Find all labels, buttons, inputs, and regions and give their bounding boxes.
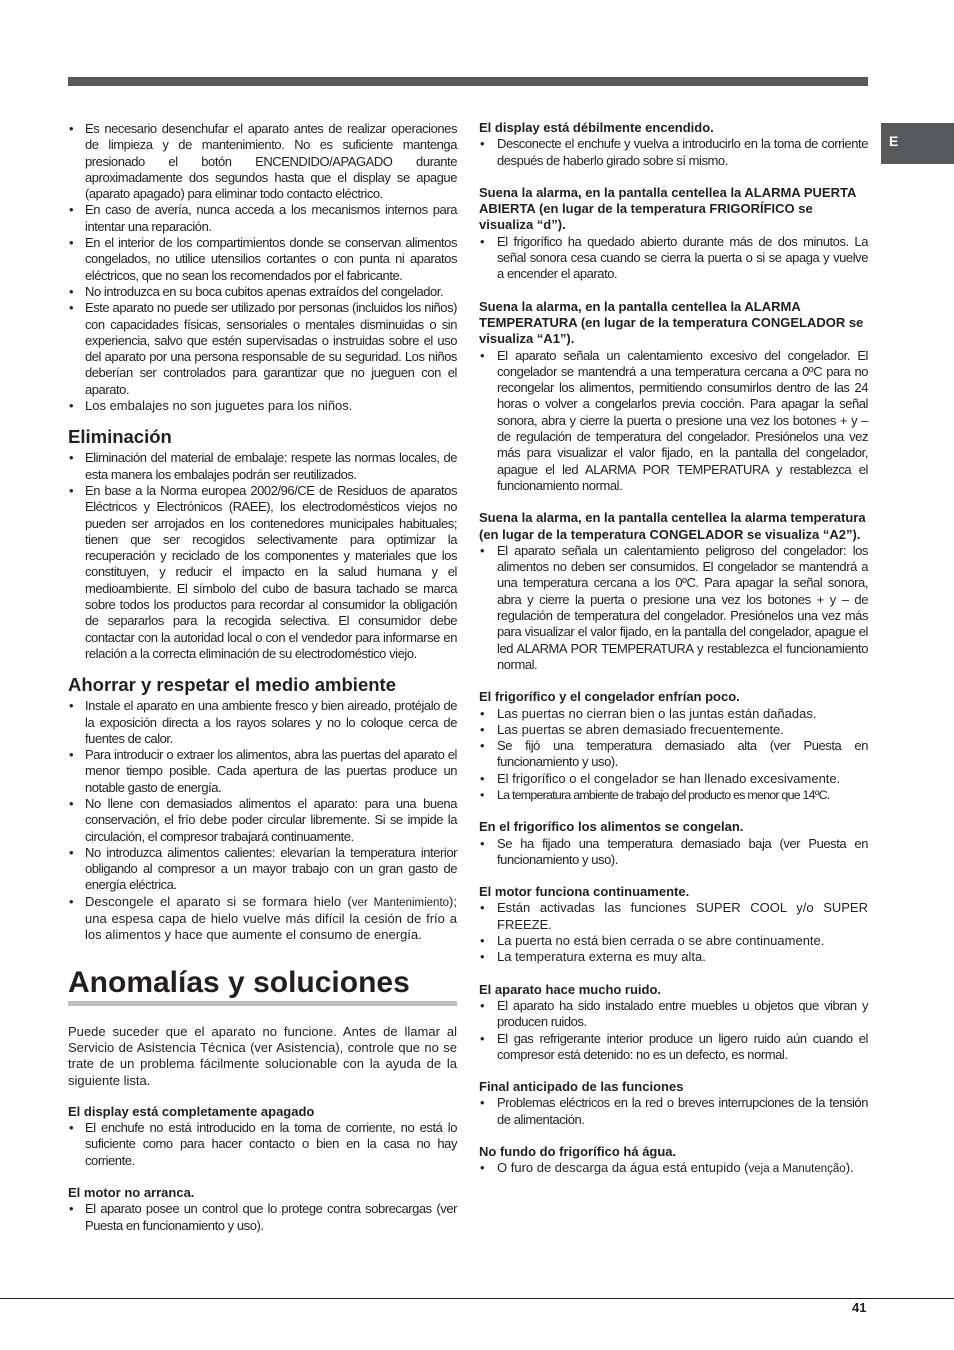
motor-no-start-heading: El motor no arranca. (68, 1185, 195, 1201)
list-item: • Para introducir o extraer los alimentos, abra las puertas del aparato el menor tiempo posible. Cada apertura de las puertas produce un notable gasto de energía. (68, 747, 457, 796)
list-item: • Se ha fijado una temperatura demasiado baja (ver Puesta en funcionamiento y uso). (479, 836, 868, 869)
motor-continuous-list (479, 900, 868, 965)
water-heading: No fundo do frigorífico há água. (479, 1144, 677, 1160)
list-item: • El aparato posee un control que lo protege contra sobrecargas (ver Puesta en funcionamiento y uso). (68, 1201, 457, 1234)
list-item: • En el interior de los compartimientos donde se conservan alimentos congelados, no utilice utensilios cortantes o con punta ni aparatos eléctricos, que no sean los recomendados por el fabricante. (68, 235, 457, 284)
list-item: • Es necesario desenchufar el aparato antes de realizar operaciones de limpieza y de mantenimiento. No es suficiente mantenga presionado el botón ENCENDIDO/APAGADO durante aproximadamente dos segundos hasta que el display se apague (aparato apagado) para eliminar todo contacto eléctrico. (68, 121, 457, 202)
early-end-list (479, 1095, 868, 1128)
list-item: • El aparato señala un calentamiento peligroso del congelador: los alimentos no deben ser consumidos. El congelador se mantendrá a una temperatura cercana a los 0ºC. Para apagar la señal sonora, abra y cierre la puerta o presione una vez los botones + y – de regulación de temperatura del congelador. Presiónelos una vez más para visualizar el valor fijado, en la pantalla del congelador, apague el led ALARMA POR TEMPERATURA y restablezca el funcionamiento normal. (479, 543, 868, 673)
energy-saving-heading: Ahorrar y respetar el medio ambiente (68, 674, 396, 696)
noise-list (479, 998, 868, 1063)
left-column (68, 121, 457, 1234)
section-title: Anomalías y soluciones (68, 966, 457, 1006)
display-off-list (68, 1120, 457, 1169)
elimination-list (68, 450, 457, 662)
list-item: • Están activadas las funciones SUPER COOL y/o SUPER FREEZE. (479, 900, 868, 933)
door-alarm-list (479, 234, 868, 283)
list-item: • Las puertas se abren demasiado frecuentemente. (479, 722, 868, 738)
list-item: • La temperatura ambiente de trabajo del producto es menor que 14ºC. (479, 787, 868, 803)
list-item: • Las puertas no cierran bien o las juntas están dañadas. (479, 706, 868, 722)
section-intro: Puede suceder que el aparato no funcione. Antes de llamar al Servicio de Asistencia Técnica (ver Asistencia), controle que no se trate de un problema fácilmente solucionable con la ayuda de la siguiente lista. (68, 1023, 457, 1088)
list-item: • No introduzca alimentos calientes: elevarían la temperatura interior obligando al compresor a un mayor trabajo con un gran gasto de energía eléctrica. (68, 845, 457, 894)
cooling-weak-heading: El frigorífico y el congelador enfrían poco. (479, 689, 740, 705)
list-item: • El frigorífico o el congelador se han llenado excesivamente. (479, 771, 868, 787)
page-number: 41 (852, 1300, 867, 1315)
list-item: • El aparato señala un calentamiento excesivo del congelador. El congelador se mantendrá a una temperatura cercana a 0ºC para no recongelar los alimentos, permitiendo consumirlos dentro de las 24 horas o volver a congelarlos previa cocción. Para apagar la señal sonora, abra y cierre la puerta o presione una vez los botones + y – de regulación de temperatura del congelador. Presiónelos una vez más para visualizar el valor fijado, en la pantalla del congelador, apague el led ALARMA POR TEMPERATURA y restablezca el funcionamiento normal. (479, 348, 868, 495)
motor-no-start-list (68, 1201, 457, 1234)
list-item: • La temperatura externa es muy alta. (479, 949, 868, 965)
a1-alarm-list (479, 348, 868, 495)
food-freezes-list (479, 836, 868, 869)
energy-saving-list-last (68, 894, 457, 944)
water-list (479, 1160, 868, 1177)
display-off-heading: El display está completamente apagado (68, 1103, 315, 1119)
list-item: • Los embalajes no son juguetes para los niños. (68, 398, 457, 414)
list-item: • En base a la Norma europea 2002/96/CE de Residuos de aparatos Eléctricos y Electrónicos (RAEE), los electrodomésticos viejos no pueden ser arrojados en los contenedores municipales habituales; tienen que ser recogidos selectivamente para optimizar la recuperación y reciclado de los componentes y materiales que los constituyen, y reducir el impacto en la salud humana y el medioambiente. El símbolo del cubo de basura tachado se marca sobre todos los productos para recordar al consumidor la obligación de separarlos para la recogida selectiva. El consumidor debe contactar con la autoridad local o con el vendedor para informarse en relación a la correcta eliminación de su electrodoméstico viejo. (68, 483, 457, 662)
list-item: • Instale el aparato en una ambiente fresco y bien aireado, protéjalo de la exposición directa a los rayos solares y no lo coloque cerca de fuentes de calor. (68, 698, 457, 747)
language-tab-label: E (889, 133, 899, 149)
list-item: • El frigorífico ha quedado abierto durante más de dos minutos. La señal sonora cesa cuando se cierra la puerta o si se apaga y vuelve a encender el aparato. (479, 234, 868, 283)
bottom-rule (0, 1298, 954, 1299)
list-item: • Desconecte el enchufe y vuelva a introducirlo en la toma de corriente después de haberlo girado sobre sí mismo. (479, 136, 868, 169)
noise-heading: El aparato hace mucho ruido. (479, 981, 662, 997)
list-item: • La puerta no está bien cerrada o se abre continuamente. (479, 933, 868, 949)
food-freezes-heading: En el frigorífico los alimentos se congelan. (479, 819, 744, 835)
list-item: • Este aparato no puede ser utilizado por personas (incluidos los niños) con capacidades físicas, sensoriales o mentales disminuidas o sin experiencia, salvo que estén supervisadas o instruidas sobre el uso del aparato por una persona responsable de su seguridad. Los niños deberían ser controlados para garantizar que no jueguen con el aparato. (68, 300, 457, 398)
safety-list (68, 121, 457, 414)
a1-alarm-heading: Suena la alarma, en la pantalla centellea la ALARMA TEMPERATURA (en lugar de la temperatura CONGELADOR se visualiza “A1”). (479, 298, 864, 347)
display-dim-list (479, 136, 868, 169)
cooling-weak-list-last (479, 787, 868, 803)
list-item: • Se fijó una temperatura demasiado alta (ver Puesta en funcionamiento y uso). (479, 738, 868, 771)
motor-continuous-heading: El motor funciona continuamente. (479, 884, 690, 900)
list-item: • Eliminación del material de embalaje: respete las normas locales, de esta manera los embalajes podrán ser reutilizados. (68, 450, 457, 483)
right-column (479, 120, 868, 1178)
a2-alarm-heading: Suena la alarma, en la pantalla centellea la alarma temperatura (en lugar de la temperatura CONGELADOR se visualiza “A2”). (479, 510, 866, 542)
list-item: • El gas refrigerante interior produce un ligero ruido aún cuando el compresor está detenido: no es un defecto, es normal. (479, 1031, 868, 1064)
list-item: • El aparato ha sido instalado entre muebles u objetos que vibran y producen ruidos. (479, 998, 868, 1031)
early-end-heading: Final anticipado de las funciones (479, 1079, 684, 1095)
list-item: • No introduzca en su boca cubitos apenas extraídos del congelador. (68, 284, 457, 300)
display-dim-heading: El display está débilmente encendido. (479, 120, 714, 135)
language-tab (881, 123, 954, 164)
list-item: • No llene con demasiados alimentos el aparato: para una buena conservación, el frío debe poder circular libremente. Si se impide la circulación, el compresor trabajará continuamente. (68, 796, 457, 845)
list-item: • Problemas eléctricos en la red o breves interrupciones de la tensión de alimentación. (479, 1095, 868, 1128)
list-item: • El enchufe no está introducido en la toma de corriente, no está lo suficiente como para hacer contacto o bien en la casa no hay corriente. (68, 1120, 457, 1169)
list-item: • O furo de descarga da água está entupido (veja a Manutenção). (479, 1160, 868, 1177)
top-rule (68, 77, 868, 86)
list-item: • En caso de avería, nunca acceda a los mecanismos internos para intentar una reparación. (68, 202, 457, 235)
cooling-weak-list (479, 706, 868, 787)
list-item: • Descongele el aparato si se formara hielo (ver Mantenimiento); una espesa capa de hielo vuelve más difícil la cesión de frío a los alimentos y hace que aumente el consumo de energía. (68, 894, 457, 944)
a2-alarm-list (479, 543, 868, 673)
elimination-heading: Eliminación (68, 426, 172, 448)
energy-saving-list (68, 698, 457, 894)
door-alarm-heading: Suena la alarma, en la pantalla centellea la ALARMA PUERTA ABIERTA (en lugar de la temperatura FRIGORÍFICO se visualiza “d”). (479, 184, 856, 233)
